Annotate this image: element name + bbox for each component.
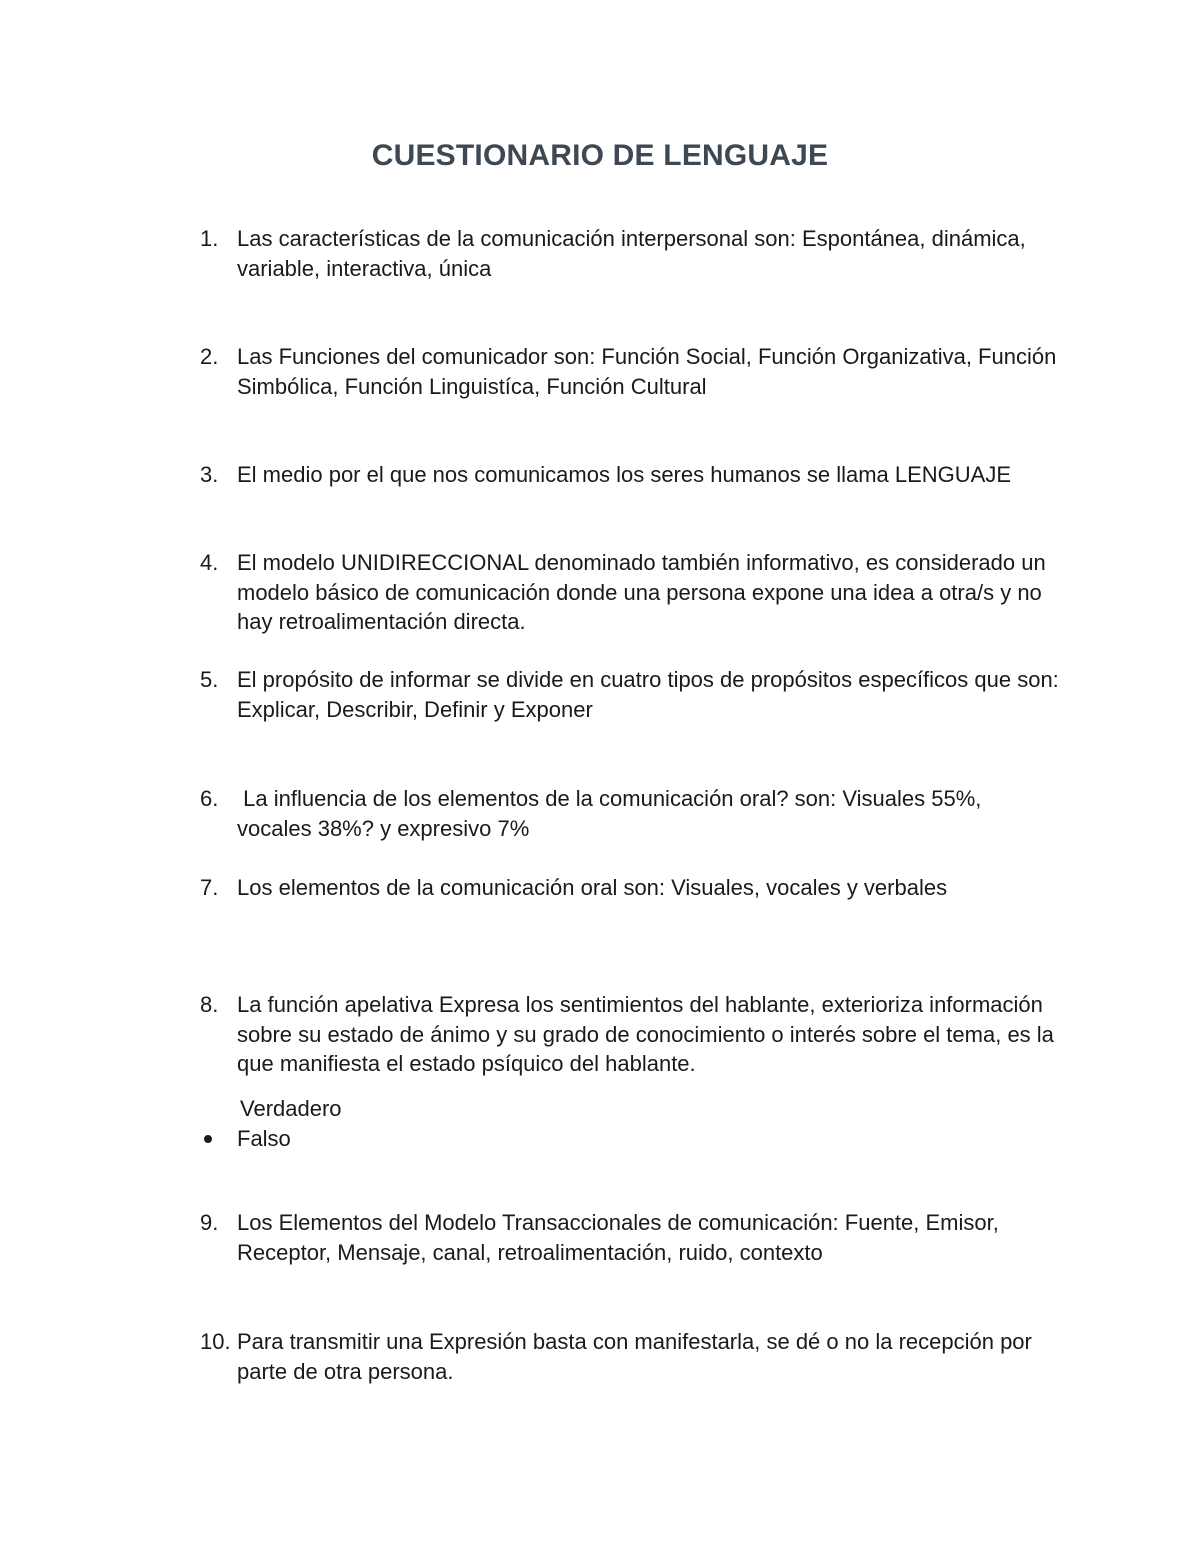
question-number: 2. — [200, 344, 219, 369]
question-7 — [200, 873, 1060, 903]
page-title: CUESTIONARIO DE LENGUAJE — [371, 139, 829, 172]
question-text: Para transmitir una Expresión basta con manifestarla, se dé o no la recepción por parte de otra persona. — [237, 1329, 1032, 1384]
question-4 — [200, 548, 1060, 637]
question-text: La función apelativa Expresa los sentimientos del hablante, exterioriza información sobre su estado de ánimo y su grado de conocimiento o interés sobre el tema, es la que manifiesta el estado psíquico del hablante. — [237, 992, 1054, 1076]
question-number: 3. — [200, 462, 219, 487]
question-number: 7. — [200, 875, 219, 900]
question-10 — [200, 1327, 1060, 1386]
question-text: Las características de la comunicación interpersonal son: Espontánea, dinámica, variable, interactiva, única — [237, 226, 1026, 281]
question-text: Los elementos de la comunicación oral son: Visuales, vocales y verbales — [237, 875, 948, 900]
question-number: 6. — [200, 786, 219, 811]
question-text: La influencia de los elementos de la comunicación oral? son: Visuales 55%, vocales 38%? y expresivo 7% — [237, 786, 988, 841]
bullet-icon — [204, 1135, 212, 1143]
question-number: 8. — [200, 992, 219, 1017]
question-3 — [200, 460, 1060, 490]
question-6 — [200, 784, 1060, 843]
question-8 — [200, 990, 1060, 1079]
option-falso — [200, 1124, 1060, 1154]
option-label: Verdadero — [240, 1096, 342, 1121]
question-number: 10. — [200, 1329, 231, 1354]
question-1 — [200, 224, 1060, 283]
question-number: 9. — [200, 1210, 219, 1235]
question-text: Los Elementos del Modelo Transaccionales de comunicación: Fuente, Emisor, Receptor, Mensaje, canal, retroalimentación, ruido, contexto — [237, 1210, 999, 1265]
question-number: 1. — [200, 226, 219, 251]
question-text: El medio por el que nos comunicamos los seres humanos se llama LENGUAJE — [237, 462, 1012, 487]
question-number: 4. — [200, 550, 219, 575]
question-text: El propósito de informar se divide en cuatro tipos de propósitos específicos que son: Explicar, Describir, Definir y Exponer — [237, 667, 1059, 722]
question-number: 5. — [200, 667, 219, 692]
question-5 — [200, 665, 1060, 724]
question-9 — [200, 1208, 1060, 1267]
option-verdadero — [200, 1094, 1060, 1124]
question-text: Las Funciones del comunicador son: Función Social, Función Organizativa, Función Simbólica, Función Linguistíca, Función Cultural — [237, 344, 1057, 399]
question-8-options — [200, 1094, 1060, 1153]
question-text: El modelo UNIDIRECCIONAL denominado también informativo, es considerado un modelo básico de comunicación donde una persona expone una idea a otra/s y no hay retroalimentación directa. — [237, 550, 1046, 634]
question-2 — [200, 342, 1060, 401]
option-label: Falso — [237, 1125, 291, 1151]
